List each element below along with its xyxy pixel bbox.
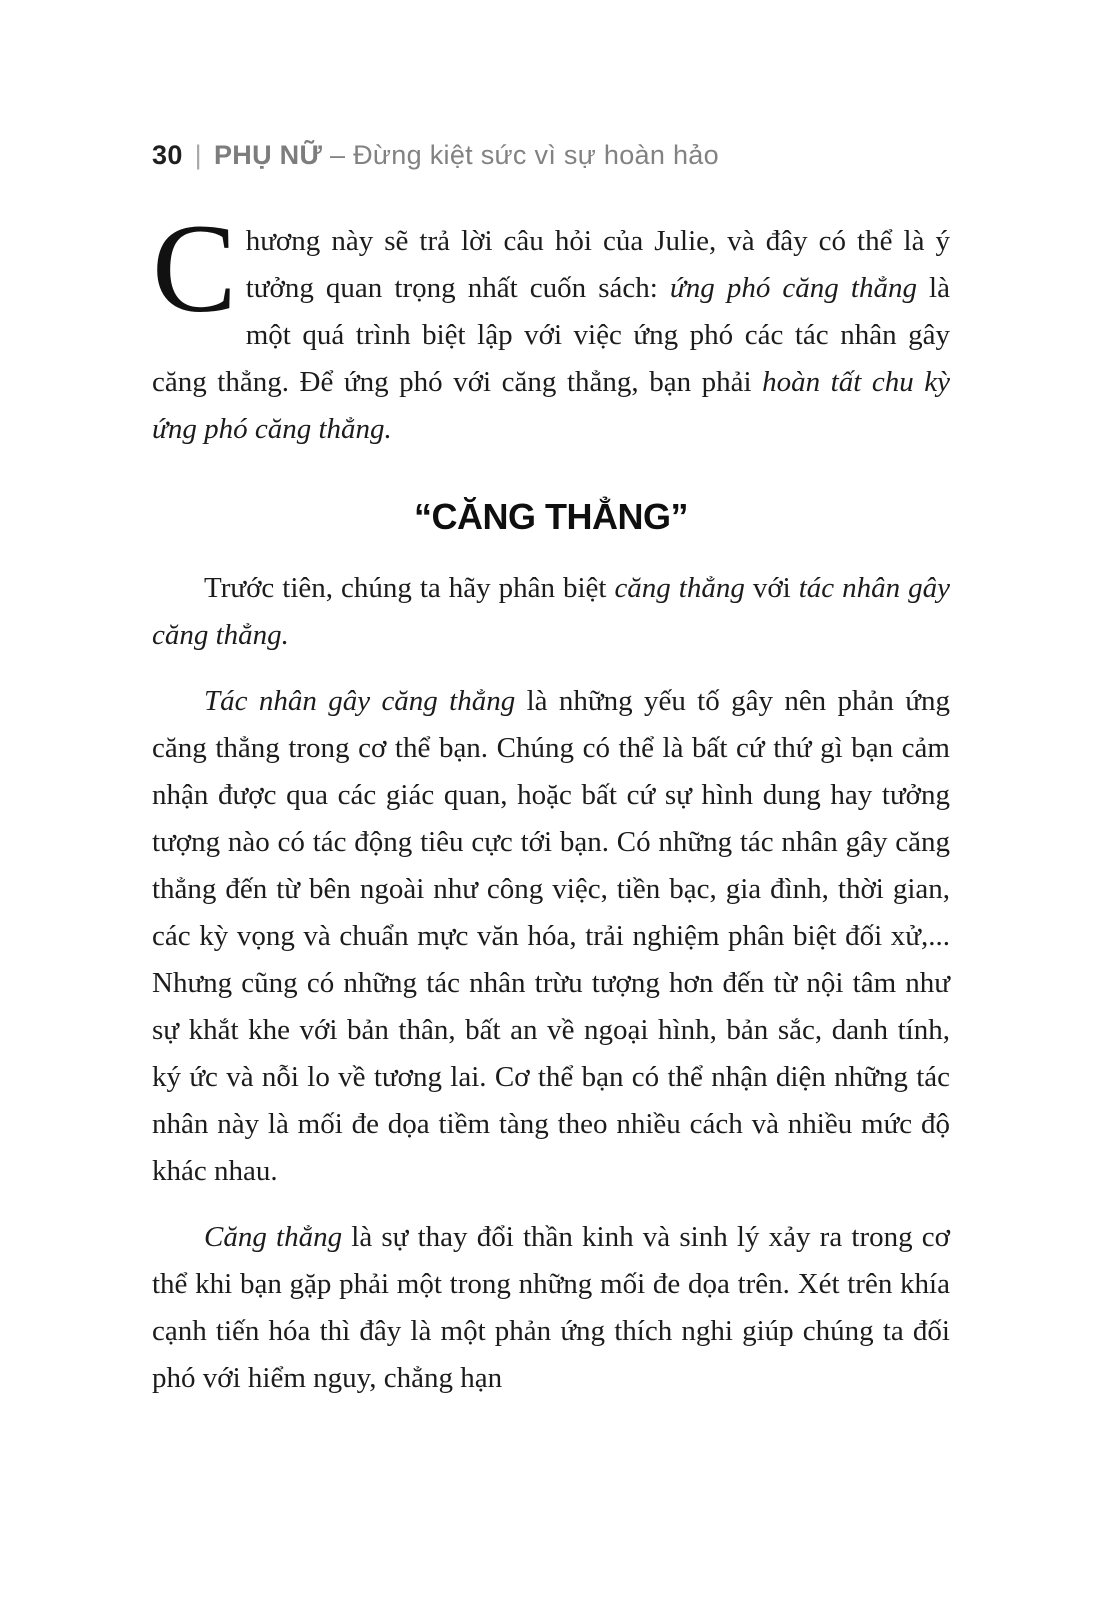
text-run-italic: Tác nhân gây căng thẳng [204, 685, 516, 717]
text-run: với [744, 572, 799, 604]
text-run-italic: ứng phó căng thẳng [669, 272, 917, 304]
section-heading: “CĂNG THẲNG” [414, 496, 688, 537]
book-title: PHỤ NỮ [213, 140, 323, 170]
text-run-italic: Căng thẳng [204, 1221, 343, 1253]
paragraph-stress-definition [152, 1214, 950, 1402]
text-run: là sự thay đổi thần kinh và sinh lý xảy ra trong cơ thể khi bạn gặp phải một trong những mối đe dọa trên. Xét trên khía cạnh tiến hóa thì đây là một phản ứng thích nghi giúp chúng ta đối phó với hiểm nguy, chẳng hạn [152, 1221, 950, 1394]
text-run: Trước tiên, chúng ta hãy phân biệt [204, 572, 615, 604]
running-header [152, 138, 950, 172]
header-separator: | [194, 140, 202, 170]
book-subtitle [322, 140, 719, 170]
text-run: là những yếu tố gây nên phản ứng căng thẳng trong cơ thể bạn. Chúng có thể là bất cứ thứ gì bạn cảm nhận được qua các giác quan, hoặc bất cứ sự hình dung hay tưởng tượng nào có tác động tiêu cực tới bạn. Có những tác nhân gây căng thẳng đến từ bên ngoài như công việc, tiền bạc, gia đình, thời gian, các kỳ vọng và chuẩn mực văn hóa, trải nghiệm phân biệt đối xử,... Nhưng cũng có những tác nhân trừu tượng hơn đến từ nội tâm như sự khắt khe với bản thân, bất an về ngoại hình, bản sắc, danh tính, ký ức và nỗi lo về tương lai. Cơ thể bạn có thể nhận diện những tác nhân này là mối đe dọa tiềm tàng theo nhiều cách và nhiều mức độ khác nhau. [152, 685, 950, 1187]
paragraph-distinction [152, 565, 950, 659]
text-run: là một quá trình biệt lập với việc ứng phó các tác nhân gây căng thẳng. Để ứng phó với căng thẳng, bạn phải [152, 272, 950, 398]
paragraph-stressors [152, 678, 950, 1195]
drop-cap: C [152, 199, 237, 339]
page-number: 30 [152, 140, 183, 170]
text-run-italic: tác nhân gây căng thẳng. [152, 572, 950, 651]
text-run-italic: căng thẳng [614, 572, 745, 604]
text-run: hương này sẽ trả lời câu hỏi của Julie, và đây có thể là ý tưởng quan trọng nhất cuốn sách: [245, 225, 950, 304]
text-run-italic: hoàn tất chu kỳ ứng phó căng thẳng. [152, 366, 950, 445]
paragraph-intro [152, 199, 950, 453]
book-subtitle-text: – Đừng kiệt sức vì sự hoàn hảo [330, 140, 719, 170]
